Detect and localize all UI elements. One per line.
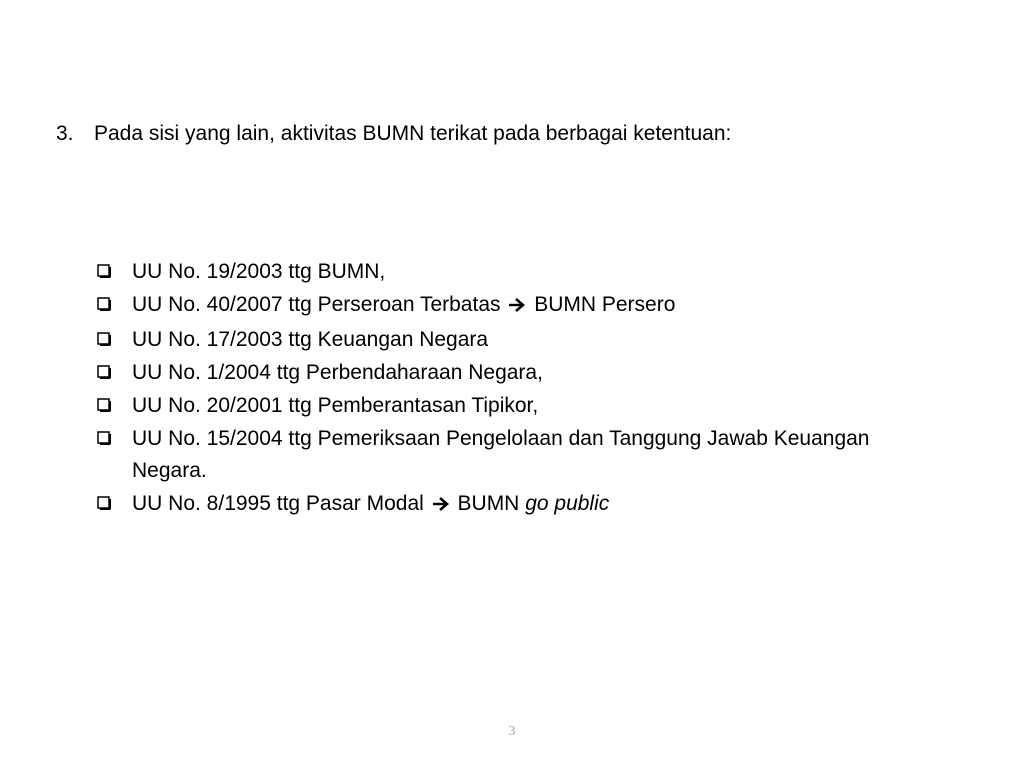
list-item bbox=[96, 423, 956, 487]
checkbox-bullet-icon bbox=[96, 289, 132, 321]
list-item-result: BUMN Persero bbox=[534, 293, 676, 316]
list-item bbox=[96, 488, 956, 522]
list-item-text: UU No. 20/2001 ttg Pemberantasan Tipikor, bbox=[132, 394, 539, 417]
list-item-text bbox=[132, 289, 956, 323]
list-item bbox=[96, 289, 956, 323]
numbered-point bbox=[56, 120, 731, 148]
page-number: 3 bbox=[508, 724, 516, 739]
regulation-list bbox=[96, 256, 956, 523]
right-arrow-icon bbox=[508, 291, 526, 323]
list-item-text: UU No. 19/2003 ttg BUMN, bbox=[132, 260, 386, 283]
list-item bbox=[96, 324, 956, 356]
list-item-main: UU No. 8/1995 ttg Pasar Modal bbox=[132, 492, 424, 515]
list-item bbox=[96, 357, 956, 389]
point-text: Pada sisi yang lain, aktivitas BUMN terikat pada berbagai ketentuan: bbox=[94, 122, 732, 145]
checkbox-bullet-icon bbox=[96, 390, 132, 422]
list-item-result: BUMN bbox=[457, 492, 520, 515]
checkbox-bullet-icon bbox=[96, 324, 132, 356]
checkbox-bullet-icon bbox=[96, 357, 132, 389]
point-number: 3. bbox=[56, 122, 74, 145]
right-arrow-icon bbox=[432, 490, 450, 522]
list-item bbox=[96, 390, 956, 422]
list-item-italic: go public bbox=[525, 492, 610, 515]
list-item-text: UU No. 15/2004 ttg Pemeriksaan Pengelolaan dan Tanggung Jawab Keuangan Negara. bbox=[132, 427, 870, 482]
checkbox-bullet-icon bbox=[96, 423, 132, 455]
checkbox-bullet-icon bbox=[96, 256, 132, 288]
list-item bbox=[96, 256, 956, 288]
list-item-text bbox=[132, 488, 956, 522]
list-item-text: UU No. 1/2004 ttg Perbendaharaan Negara, bbox=[132, 361, 543, 384]
list-item-text: UU No. 17/2003 ttg Keuangan Negara bbox=[132, 328, 489, 351]
checkbox-bullet-icon bbox=[96, 488, 132, 520]
list-item-main: UU No. 40/2007 ttg Perseroan Terbatas bbox=[132, 293, 501, 316]
